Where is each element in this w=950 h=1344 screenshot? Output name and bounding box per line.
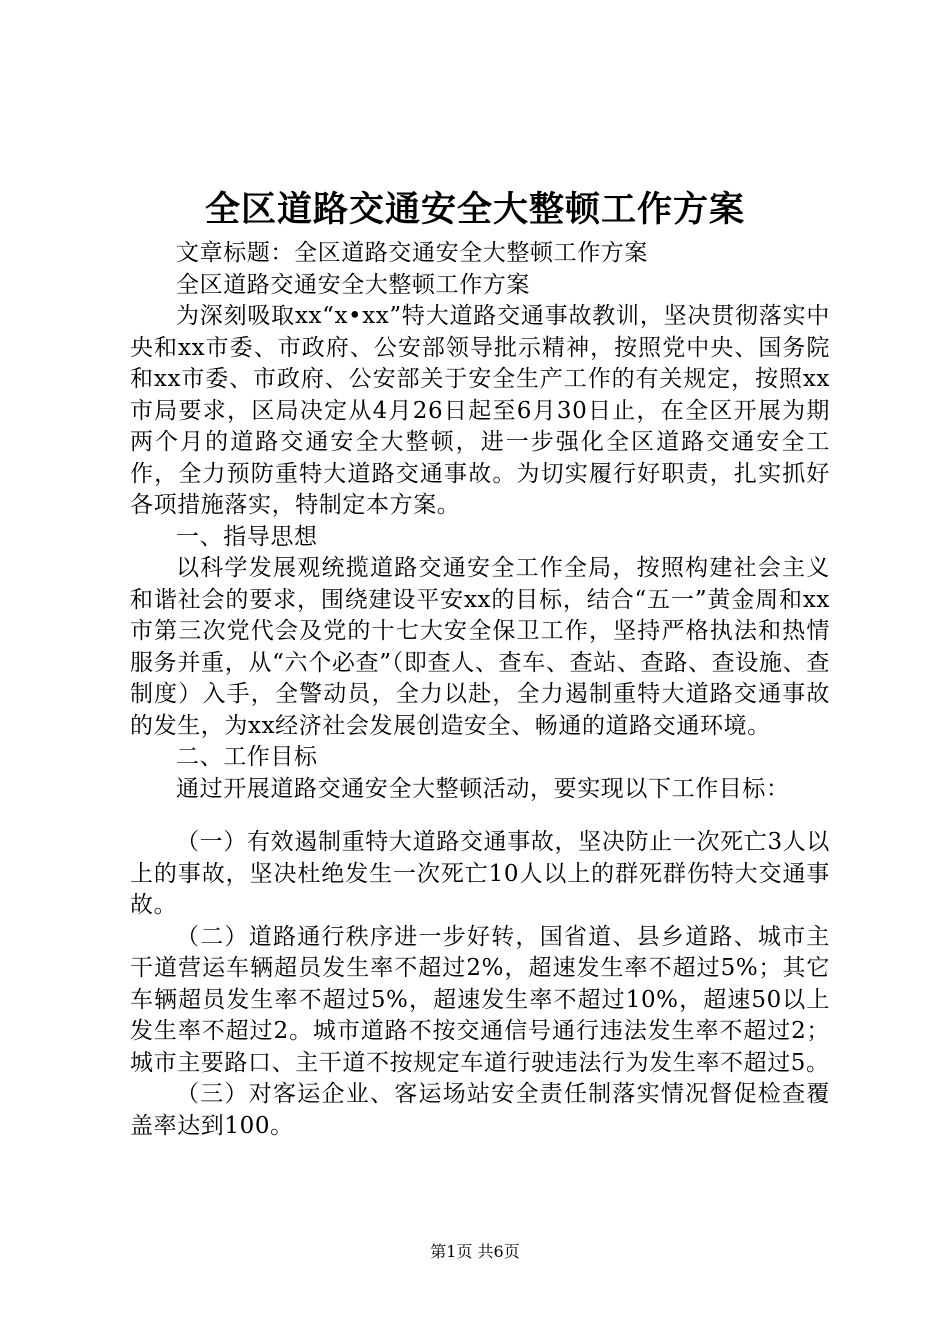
section-heading-guiding-thought: 一、指导思想 — [176, 523, 318, 550]
page-footer: 第1页 共6页 — [430, 1242, 520, 1261]
guiding-thought-paragraph: 以科学发展观统揽道路交通安全工作全局，按照构建社会主义和谐社会的要求，围绕建设平安xx的目标，结合“五一”黄金周和xx市第三次党代会及党的十七大安全保卫工作，坚持严格执法和热情服务并重，从“六个必查”（即查人、查车、查站、查路、查设施、查制度）入手，全警动员，全力以赴，全力遏制重特大道路交通事故的发生，为xx经济社会发展创造安全、畅通的道路交通环境。 — [130, 555, 830, 739]
section-heading-work-goals: 二、工作目标 — [176, 744, 318, 770]
intro-paragraph: 为深刻吸取xx“x•xx”特大道路交通事故教训，坚决贯彻落实中央和xx市委、市政府、公安部领导批示精神，按照党中央、国务院和xx市委、市政府、公安部关于安全生产工作的有关规定，按照xx市局要求，区局决定从4月26日起至6月30日止，在全区开展为期两个月的道路交通安全大整顿，进一步强化全区道路交通安全工作，全力预防重特大道路交通事故。为切实履行好职责，扎实抓好各项措施落实，特制定本方案。 — [130, 303, 830, 518]
document-title: 全区道路交通安全大整顿工作方案 — [204, 189, 745, 230]
subtitle-line: 全区道路交通安全大整顿工作方案 — [176, 271, 530, 298]
goal-item-1: （一）有效遏制重特大道路交通事故，坚决防止一次死亡3人以上的事故，坚决杜绝发生一次死亡10人以上的群死群伤特大交通事故。 — [130, 829, 830, 918]
article-title-line: 文章标题：全区道路交通安全大整顿工作方案 — [176, 240, 648, 266]
document-body — [130, 238, 830, 1142]
goal-item-2: （二）道路通行秩序进一步好转，国省道、县乡道路、城市主干道营运车辆超员发生率不超过2%，超速发生率不超过5%；其它车辆超员发生率不超过5%，超速发生率不超过10%，超速50以上发生率不超过2。城市道路不按交通信号通行违法发生率不超过2；城市主要路口、主干道不按规定车道行驶违法行为发生率不超过5。 — [130, 923, 830, 1076]
work-goals-intro: 通过开展道路交通安全大整顿活动，要实现以下工作目标： — [176, 775, 790, 802]
goal-item-3: （三）对客运企业、客运场站安全责任制落实情况督促检查覆盖率达到100。 — [130, 1081, 830, 1139]
